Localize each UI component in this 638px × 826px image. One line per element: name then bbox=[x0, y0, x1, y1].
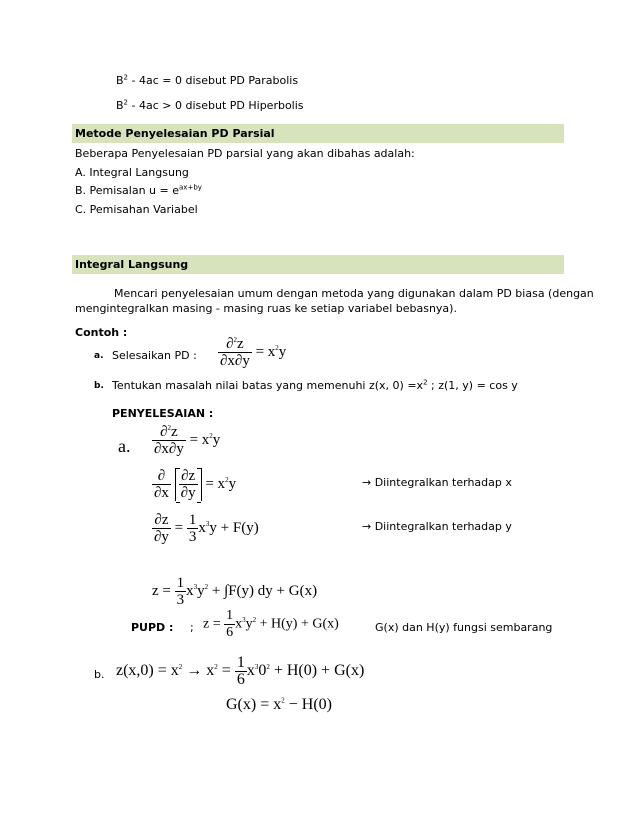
equation-pupd: z = $\frac{1}{6}$ $x^3y^2 + H(y) + G(x)$ bbox=[203, 608, 339, 640]
pupd-semicolon: ; bbox=[190, 621, 194, 634]
list-item-a: A. Integral Langsung bbox=[75, 166, 189, 179]
equation-sol-b-2: $G(x) = x^2 - H(0)$ bbox=[226, 696, 332, 713]
item-a-text: Selesaikan PD : bbox=[112, 349, 197, 362]
hiperbolis-line: $B^2 - 4ac > 0$ disebut PD Hiperbolis bbox=[116, 98, 304, 112]
penyelesaian-label: PENYELESAIAN : bbox=[112, 407, 214, 420]
paragraph-line-2: mengintegralkan masing - masing ruas ke setiap variabel bebasnya). bbox=[75, 302, 457, 315]
note-integrate-y: → Diintegralkan terhadap y bbox=[362, 520, 512, 533]
equation-sol-b-1: $z(x,0) = x^2 \to x^2$ = $\frac{1}{6}$ $x^30^2 + H(0) + G(x)$ bbox=[116, 654, 365, 688]
note-integrate-x: → Diintegralkan terhadap x bbox=[362, 476, 512, 489]
equation-sol-a-3: $\frac{\partial z}{\partial y}$ = $\frac{1}{3}$ $x^3y + F(y)$ bbox=[154, 512, 259, 545]
list-item-c: C. Pemisahan Variabel bbox=[75, 203, 198, 216]
section-heading-metode: Metode Penyelesaian PD Parsial bbox=[72, 124, 564, 143]
item-a-label: a. bbox=[94, 351, 104, 361]
section-heading-integral: Integral Langsung bbox=[72, 255, 564, 274]
item-b-text: Tentukan masalah nilai batas yang memenuhi z(x, $0) =x^2$ ; z(1, y) = cos y bbox=[112, 378, 518, 392]
solution-b-label: b. bbox=[94, 668, 105, 681]
parabolis-line: $B^2 - 4ac = 0$ disebut PD Parabolis bbox=[116, 73, 299, 87]
equation-sol-a-1: $\frac{\partial^2z}{\partial x\partial y}$ = $x^2y$ bbox=[154, 424, 221, 457]
solution-a-label: a. bbox=[118, 436, 131, 456]
pupd-note: G(x) dan H(y) fungsi sembarang bbox=[375, 621, 553, 634]
contoh-label: Contoh : bbox=[75, 326, 128, 339]
pupd-label: PUPD : bbox=[131, 621, 174, 634]
equation-pd: $\frac{\partial^2z}{\partial x\partial y}$ = $x^2y$ bbox=[220, 336, 287, 369]
equation-sol-a-4: z = $\frac{1}{3}$ $x^3y^2 + \int F(y)$ dy + G(x) bbox=[152, 575, 318, 608]
equation-sol-a-2: $\frac{\partial}{\partial x}$ $\frac{\partial z}{\partial y}$ = $x^2y$ bbox=[154, 468, 237, 501]
list-item-b: B. Pemisalan $u = e^{ax+by}$ bbox=[75, 183, 202, 197]
item-b-label: b. bbox=[94, 381, 104, 391]
paragraph-line-1: Mencari penyelesaian umum dengan metoda yang digunakan dalam PD biasa (dengan bbox=[114, 287, 594, 300]
section1-intro: Beberapa Penyelesaian PD parsial yang akan dibahas adalah: bbox=[75, 147, 415, 160]
